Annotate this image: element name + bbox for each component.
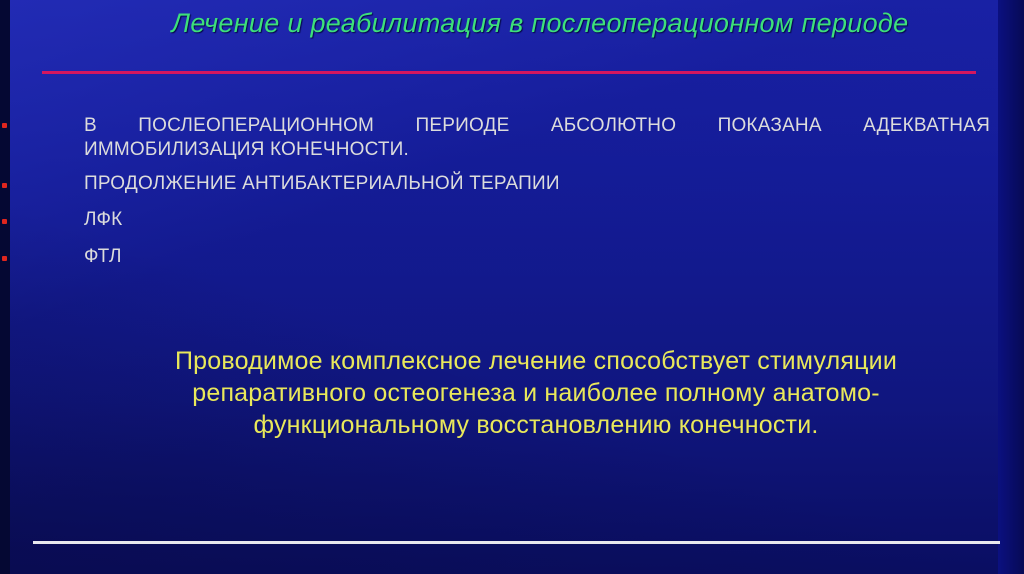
bullet-marker (2, 123, 7, 128)
bullet-marker (2, 183, 7, 188)
bullet-text: ЛФК (84, 209, 123, 230)
slide-title: Лечение и реабилитация в послеоперационном периоде (171, 8, 909, 38)
title-underline (42, 71, 976, 74)
bullet-text: ПРОДОЛЖЕНИЕ АНТИБАКТЕРИАЛЬНОЙ ТЕРАПИИ (84, 173, 560, 194)
bullet-text: В ПОСЛЕОПЕРАЦИОННОМ ПЕРИОДЕ АБСОЛЮТНО ПОКАЗАНА АДЕКВАТНАЯ ИММОБИЛИЗАЦИЯ КОНЕЧНОСТИ. (84, 115, 990, 160)
slide-left-edge (0, 0, 10, 574)
bottom-divider (33, 541, 1000, 544)
bullet-marker (2, 219, 7, 224)
bullet-text: ФТЛ (84, 246, 122, 267)
conclusion-text: Проводимое комплексное лечение способствует стимуляции репаративного остеогенеза и наиболее полному анатомо-функциональному восстановлению конечности. (175, 347, 897, 439)
slide-right-edge (998, 0, 1024, 574)
bullet-marker (2, 256, 7, 261)
